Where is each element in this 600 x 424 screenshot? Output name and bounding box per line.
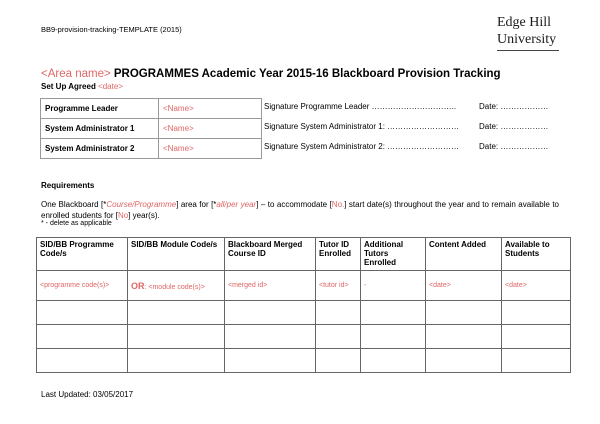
signature-line-programme-leader: [264, 102, 549, 111]
tutor-id-cell[interactable]: <tutor id>: [316, 271, 361, 301]
req-text: One Blackboard [*: [41, 200, 107, 209]
table-cell[interactable]: [316, 325, 361, 349]
role-name-field[interactable]: <Name>: [159, 99, 262, 119]
table-cell[interactable]: [316, 349, 361, 373]
table-cell[interactable]: [128, 349, 225, 373]
signature-date: Date: ………………: [479, 102, 549, 111]
content-date-cell[interactable]: <date>: [426, 271, 502, 301]
table-cell[interactable]: [502, 301, 571, 325]
module-code-cell[interactable]: [128, 271, 225, 301]
table-cell[interactable]: [426, 349, 502, 373]
table-row: [37, 349, 571, 373]
table-row: [37, 271, 571, 301]
last-updated: Last Updated: 03/05/2017: [41, 390, 134, 399]
table-cell[interactable]: [128, 325, 225, 349]
table-cell[interactable]: [128, 301, 225, 325]
req-placeholder: No: [117, 211, 129, 220]
logo-line-2: University: [497, 31, 559, 51]
programme-code-cell[interactable]: <programme code(s)>: [37, 271, 128, 301]
role-label: System Administrator 1: [41, 119, 159, 139]
signature-text: Signature System Administrator 2: ………………………: [264, 142, 460, 151]
module-code-placeholder: : <module code(s)>: [144, 283, 205, 291]
table-row: [37, 325, 571, 349]
signature-line-admin-2: [264, 142, 549, 151]
table-header-row: [37, 238, 571, 271]
role-row: [41, 119, 262, 139]
column-header: Blackboard Merged Course ID: [225, 238, 316, 271]
signature-line-admin-1: [264, 122, 549, 131]
role-row: [41, 139, 262, 159]
page-title: [41, 68, 501, 80]
req-placeholder: No.: [331, 200, 345, 209]
column-header: SID/BB Programme Code/s: [37, 238, 128, 271]
role-name-field[interactable]: <Name>: [159, 119, 262, 139]
role-label: Programme Leader: [41, 99, 159, 119]
table-cell[interactable]: [361, 349, 426, 373]
table-cell[interactable]: [37, 325, 128, 349]
req-placeholder: Course/Programme: [106, 200, 177, 209]
table-row: [37, 301, 571, 325]
table-cell[interactable]: [37, 301, 128, 325]
table-cell[interactable]: [37, 349, 128, 373]
setup-date-placeholder: <date>: [98, 82, 123, 91]
role-label: System Administrator 2: [41, 139, 159, 159]
req-text: ] – to accommodate [: [256, 200, 332, 209]
logo-line-1: Edge Hill: [497, 15, 552, 30]
signature-text: Signature System Administrator 1: ………………………: [264, 122, 460, 131]
available-date-cell[interactable]: <date>: [502, 271, 571, 301]
title-text: PROGRAMMES Academic Year 2015-16 Blackboard Provision Tracking: [110, 68, 501, 80]
table-cell[interactable]: [502, 325, 571, 349]
or-label: OR: [131, 280, 145, 291]
table-cell[interactable]: [316, 301, 361, 325]
signature-date: Date: ………………: [479, 122, 549, 131]
delete-note: * - delete as applicable: [41, 220, 112, 227]
table-cell[interactable]: [426, 325, 502, 349]
merged-id-cell[interactable]: <merged id>: [225, 271, 316, 301]
provision-table: [36, 237, 571, 373]
table-cell[interactable]: [361, 325, 426, 349]
edge-hill-logo: [497, 14, 559, 51]
req-text: ] start date(s) throughout the year and to remain available to enrolled students for [: [41, 200, 559, 220]
table-cell[interactable]: [361, 301, 426, 325]
roles-table: [40, 98, 262, 159]
column-header: Tutor ID Enrolled: [316, 238, 361, 271]
requirements-heading: Requirements: [41, 181, 95, 190]
table-cell[interactable]: [225, 301, 316, 325]
column-header: Available to Students: [502, 238, 571, 271]
signature-date: Date: ………………: [479, 142, 549, 151]
req-text: ] year(s).: [128, 211, 160, 220]
role-name-field[interactable]: <Name>: [159, 139, 262, 159]
table-cell[interactable]: [225, 349, 316, 373]
role-row: [41, 99, 262, 119]
table-cell[interactable]: [502, 349, 571, 373]
table-cell[interactable]: [426, 301, 502, 325]
setup-label: Set Up Agreed: [41, 82, 99, 91]
req-text: ] area for [*: [176, 200, 217, 209]
area-name-placeholder: <Area name>: [41, 68, 111, 80]
req-placeholder: all/per year: [216, 200, 257, 209]
additional-tutors-cell[interactable]: -: [361, 271, 426, 301]
column-header: Additional Tutors Enrolled: [361, 238, 426, 271]
table-cell[interactable]: [225, 325, 316, 349]
setup-agreed: [41, 82, 123, 91]
requirements-paragraph: [41, 199, 559, 221]
column-header: SID/BB Module Code/s: [128, 238, 225, 271]
signature-text: Signature Programme Leader …………………………..: [264, 102, 457, 111]
document-file-name: BB9-provision-tracking-TEMPLATE (2015): [41, 25, 182, 34]
column-header: Content Added: [426, 238, 502, 271]
